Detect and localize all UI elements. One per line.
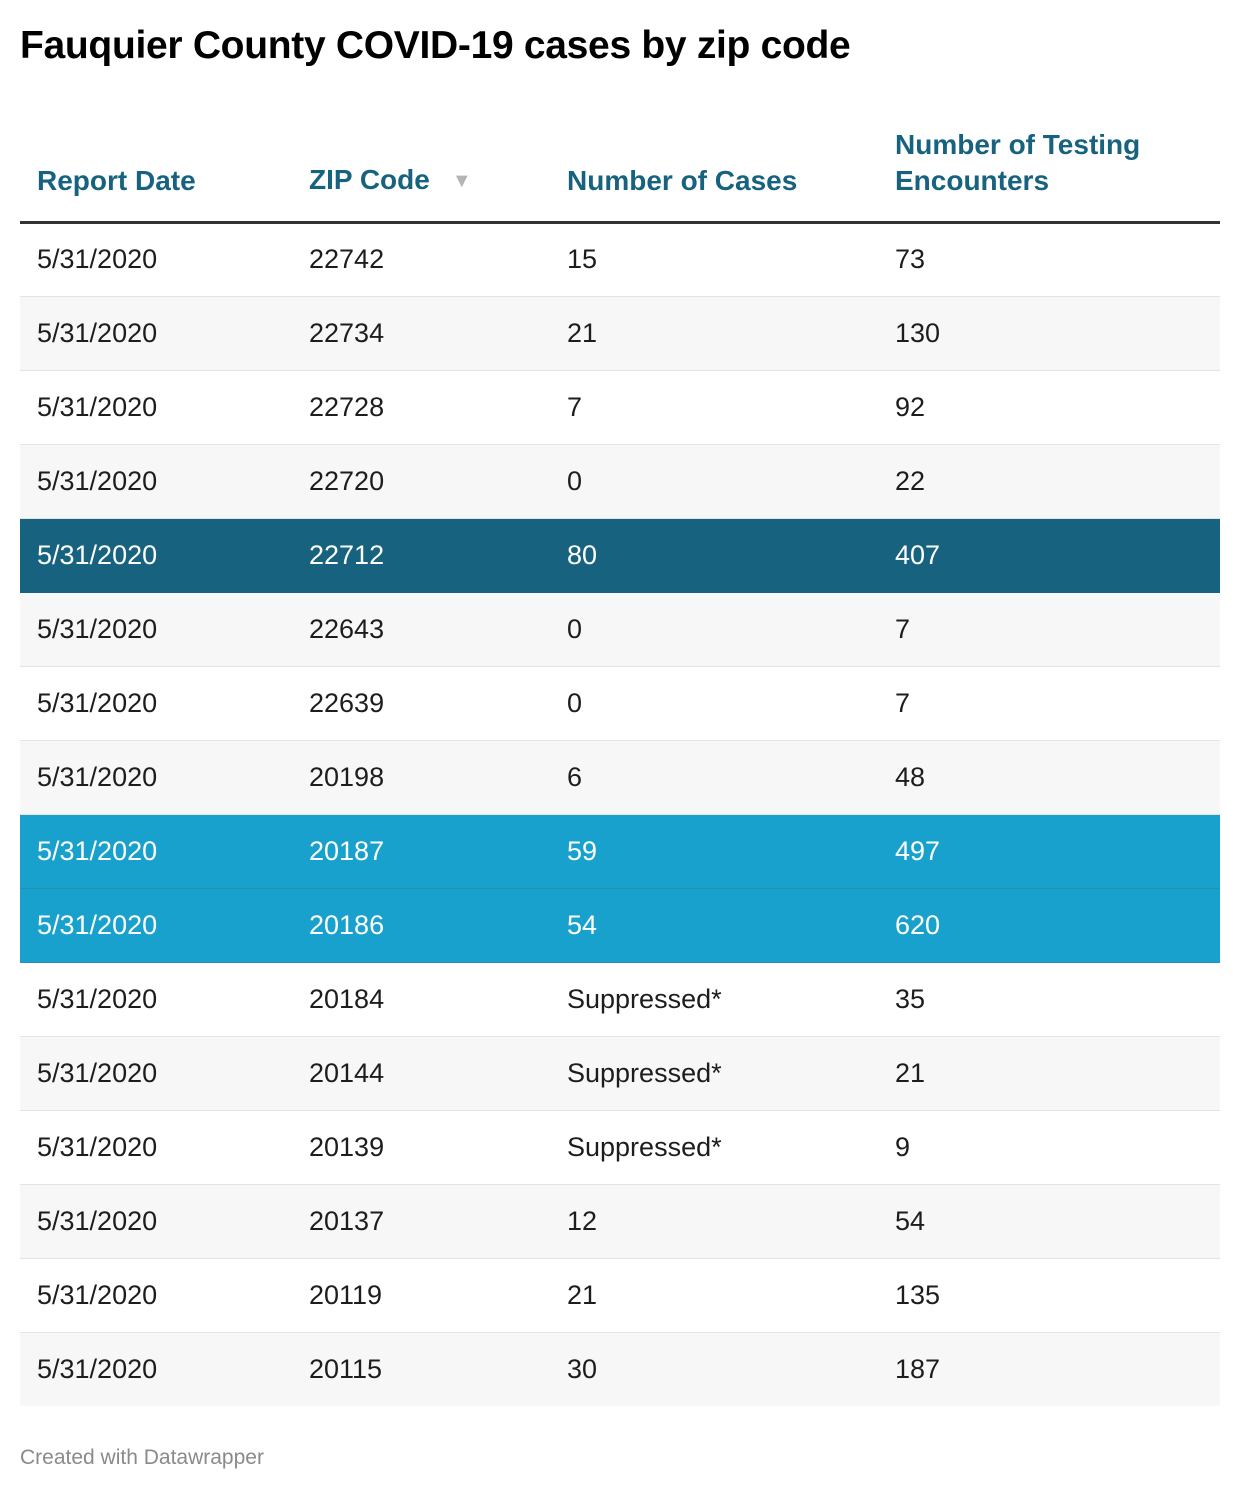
cell-number-of-cases: 80 [550,518,878,592]
cell-number-of-cases: 15 [550,222,878,296]
cell-report-date: 5/31/2020 [20,296,292,370]
cell-zip-code: 20187 [292,814,550,888]
cell-number-of-cases: 0 [550,592,878,666]
column-header-label: Number of Cases [567,164,798,196]
cell-zip-code: 20184 [292,962,550,1036]
cell-testing-encounters: 130 [878,296,1220,370]
cell-zip-code: 22639 [292,666,550,740]
cell-zip-code: 20198 [292,740,550,814]
chart-title: Fauquier County COVID-19 cases by zip code [20,24,851,67]
table-row [20,370,1220,444]
cell-report-date: 5/31/2020 [20,740,292,814]
cell-testing-encounters: 92 [878,370,1220,444]
cell-testing-encounters: 187 [878,1332,1220,1406]
column-header-number-of-cases[interactable] [550,118,878,222]
cell-number-of-cases: Suppressed* [550,1036,878,1110]
cell-testing-encounters: 35 [878,962,1220,1036]
cell-zip-code: 20137 [292,1184,550,1258]
cell-number-of-cases: 7 [550,370,878,444]
cell-testing-encounters: 73 [878,222,1220,296]
table-row [20,962,1220,1036]
cell-testing-encounters: 7 [878,592,1220,666]
cell-number-of-cases: 12 [550,1184,878,1258]
cell-report-date: 5/31/2020 [20,1036,292,1110]
data-table [20,118,1220,1406]
cell-report-date: 5/31/2020 [20,592,292,666]
cell-zip-code: 20115 [292,1332,550,1406]
table-row [20,518,1220,592]
cell-zip-code: 20139 [292,1110,550,1184]
column-header-zip-code[interactable] [292,118,550,222]
cell-report-date: 5/31/2020 [20,962,292,1036]
cell-testing-encounters: 9 [878,1110,1220,1184]
table-row [20,666,1220,740]
cell-number-of-cases: Suppressed* [550,1110,878,1184]
table-body [20,222,1220,1406]
cell-report-date: 5/31/2020 [20,666,292,740]
cell-number-of-cases: 59 [550,814,878,888]
cell-testing-encounters: 135 [878,1258,1220,1332]
cell-report-date: 5/31/2020 [20,370,292,444]
cell-testing-encounters: 54 [878,1184,1220,1258]
table-row [20,1110,1220,1184]
table-row [20,814,1220,888]
column-header-label: ZIP Code [309,163,430,195]
cell-testing-encounters: 21 [878,1036,1220,1110]
cell-report-date: 5/31/2020 [20,444,292,518]
table-row [20,1036,1220,1110]
column-header-report-date[interactable] [20,118,292,222]
cell-zip-code: 22720 [292,444,550,518]
data-table-container [20,118,1220,1406]
cell-zip-code: 20144 [292,1036,550,1110]
cell-zip-code: 22728 [292,370,550,444]
cell-zip-code: 20186 [292,888,550,962]
cell-report-date: 5/31/2020 [20,888,292,962]
cell-report-date: 5/31/2020 [20,1184,292,1258]
cell-report-date: 5/31/2020 [20,222,292,296]
cell-number-of-cases: 0 [550,666,878,740]
cell-testing-encounters: 48 [878,740,1220,814]
cell-testing-encounters: 620 [878,888,1220,962]
cell-report-date: 5/31/2020 [20,1332,292,1406]
table-row [20,222,1220,296]
table-row [20,592,1220,666]
table-row [20,888,1220,962]
cell-testing-encounters: 497 [878,814,1220,888]
cell-zip-code: 22742 [292,222,550,296]
cell-zip-code: 22734 [292,296,550,370]
cell-number-of-cases: 6 [550,740,878,814]
cell-zip-code: 22712 [292,518,550,592]
table-header [20,118,1220,222]
column-header-label: Number of Testing Encounters [895,128,1141,196]
cell-number-of-cases: 54 [550,888,878,962]
table-row [20,296,1220,370]
header-row [20,118,1220,222]
cell-report-date: 5/31/2020 [20,518,292,592]
sort-descending-icon: ▼ [451,169,472,192]
table-row [20,444,1220,518]
table-row [20,1184,1220,1258]
cell-zip-code: 20119 [292,1258,550,1332]
table-row [20,740,1220,814]
cell-report-date: 5/31/2020 [20,814,292,888]
cell-report-date: 5/31/2020 [20,1258,292,1332]
table-row [20,1258,1220,1332]
cell-testing-encounters: 407 [878,518,1220,592]
cell-number-of-cases: 0 [550,444,878,518]
cell-number-of-cases: 21 [550,296,878,370]
column-header-testing-encounters[interactable] [878,118,1220,222]
cell-number-of-cases: Suppressed* [550,962,878,1036]
cell-number-of-cases: 21 [550,1258,878,1332]
cell-report-date: 5/31/2020 [20,1110,292,1184]
table-row [20,1332,1220,1406]
cell-number-of-cases: 30 [550,1332,878,1406]
cell-testing-encounters: 22 [878,444,1220,518]
datawrapper-credit: Created with Datawrapper [20,1446,264,1469]
cell-zip-code: 22643 [292,592,550,666]
cell-testing-encounters: 7 [878,666,1220,740]
column-header-label: Report Date [37,164,196,196]
